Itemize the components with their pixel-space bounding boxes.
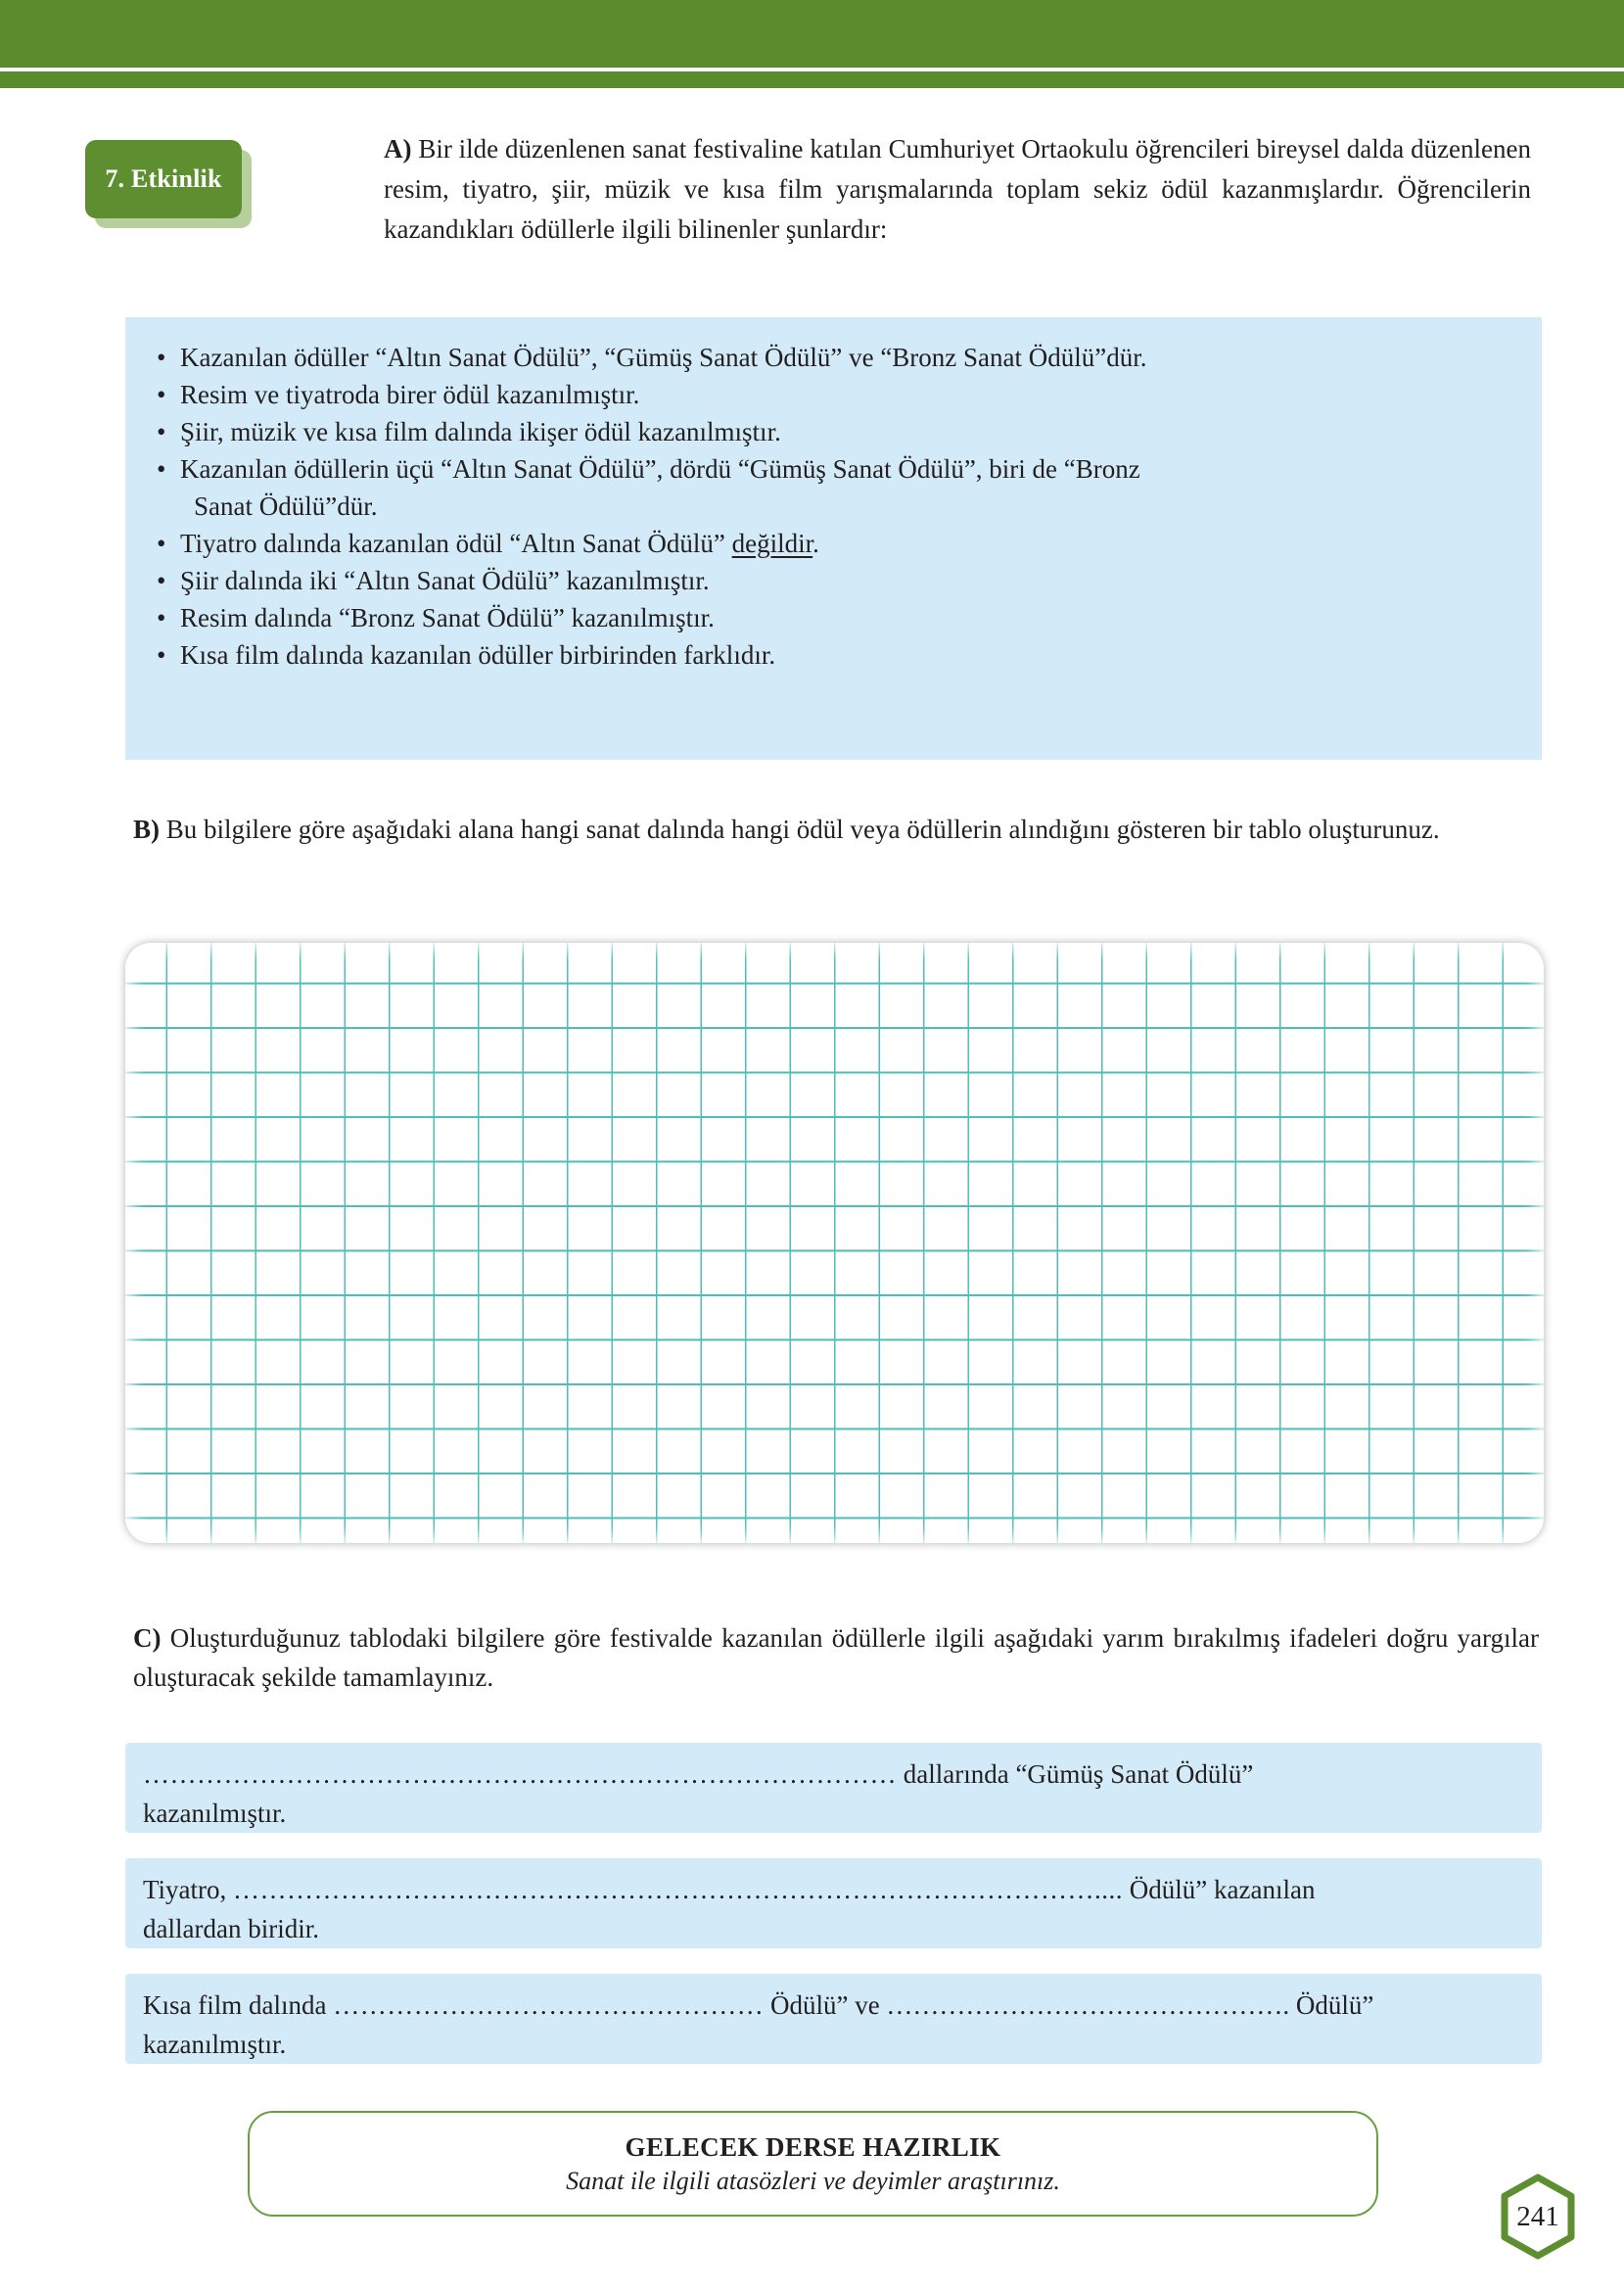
page-number-badge	[1493, 2172, 1583, 2262]
blank-prefix: Kısa film dalında	[143, 1990, 334, 2020]
header-band-stripe	[0, 71, 1624, 88]
part-a-paragraph	[384, 129, 1531, 250]
blank-line-1	[143, 1870, 1524, 1909]
fact-item: • Şiir, müzik ve kısa film dalında ikişer ödül kazanılmıştır.	[155, 413, 1512, 450]
facts-list	[155, 339, 1512, 674]
fill-in-blank-1[interactable]	[125, 1743, 1542, 1833]
page-header-band	[0, 0, 1624, 89]
fact-item: • Kazanılan ödüllerin üçü “Altın Sanat Ödülü”, dördü “Gümüş Sanat Ödülü”, biri de “Bronz	[155, 450, 1512, 488]
part-b-label: B)	[133, 815, 160, 844]
fill-in-blank-2[interactable]	[125, 1858, 1542, 1948]
fact-item: Sanat Ödülü”dür.	[194, 491, 378, 521]
activity-badge	[85, 140, 252, 228]
facts-panel	[125, 317, 1542, 760]
fill-in-blank-3[interactable]	[125, 1974, 1542, 2064]
fact-text-after: .	[812, 529, 819, 558]
part-a-label: A)	[384, 134, 412, 164]
prep-subtitle: Sanat ile ilgili atasözleri ve deyimler araştırınız.	[566, 2166, 1060, 2195]
grid-lines	[125, 943, 1544, 1543]
fact-text-underlined: değildir	[731, 529, 813, 558]
blank-line-1	[143, 1754, 1524, 1794]
fact-item: • Resim ve tiyatroda birer ödül kazanılmıştır.	[155, 376, 1512, 413]
blank-line-1	[143, 1986, 1524, 2025]
fact-item: • Şiir dalında iki “Altın Sanat Ödülü” kazanılmıştır.	[155, 562, 1512, 599]
blank-line-2: kazanılmıştır.	[143, 1799, 287, 1828]
fact-item: • Kısa film dalında kazanılan ödüller birbirinden farklıdır.	[155, 636, 1512, 674]
blank-dotted-leader[interactable]: ……………………………………………………………………………………....	[233, 1875, 1124, 1904]
answer-grid-area[interactable]	[125, 943, 1544, 1543]
blank-suffix: Ödülü” kazanılan	[1123, 1875, 1316, 1904]
blank-dotted-leader[interactable]: …………………………………………	[333, 1990, 765, 2020]
blank-line-2: kazanılmıştır.	[143, 2030, 287, 2059]
prep-title: GELECEK DERSE HAZIRLIK	[625, 2131, 1001, 2162]
fact-item: • Kazanılan ödüller “Altın Sanat Ödülü”, “Gümüş Sanat Ödülü” ve “Bronz Sanat Ödülü”dür.	[155, 339, 1512, 376]
part-c-text: Oluşturduğunuz tablodaki bilgilere göre festivalde kazanılan ödüllerle ilgili aşağıdaki yarım bırakılmış ifadeleri doğru yargılar oluşturacak şekilde tamamlayınız.	[133, 1623, 1539, 1692]
header-band-main	[0, 0, 1624, 68]
next-lesson-prep-box	[248, 2111, 1378, 2217]
blank-line-2: dallardan biridir.	[143, 1914, 319, 1943]
blank-suffix: dallarında “Gümüş Sanat Ödülü”	[897, 1759, 1254, 1789]
fact-item: • Resim dalında “Bronz Sanat Ödülü” kazanılmıştır.	[155, 599, 1512, 636]
blank-suffix: Ödülü” ve ………………………………………. Ödülü”	[764, 1990, 1374, 2020]
page-number-label: 241	[1516, 2200, 1559, 2232]
part-b-paragraph	[133, 810, 1539, 849]
fact-item	[155, 525, 1512, 562]
blank-prefix: Tiyatro,	[143, 1875, 234, 1904]
part-c-label: C)	[133, 1623, 162, 1653]
fact-text-before: Tiyatro dalında kazanılan ödül “Altın Sanat Ödülü”	[180, 529, 732, 558]
part-b-text: Bu bilgilere göre aşağıdaki alana hangi sanat dalında hangi ödül veya ödüllerin alındığını gösteren bir tablo oluşturunuz.	[160, 815, 1440, 844]
activity-badge-label: 7. Etkinlik	[85, 140, 242, 218]
part-a-text: Bir ilde düzenlenen sanat festivaline katılan Cumhuriyet Ortaokulu öğrencileri bireysel dalda düzenlenen resim, tiyatro, şiir, müzik ve kısa film yarışmalarında toplam sekiz ödül kazanmışlardır. Öğrencilerin kazandıkları ödüllerle ilgili bilinenler şunlardır:	[384, 134, 1531, 244]
blank-dotted-leader[interactable]: …………………………………………………………………………	[143, 1759, 897, 1789]
part-c-paragraph	[133, 1618, 1539, 1697]
